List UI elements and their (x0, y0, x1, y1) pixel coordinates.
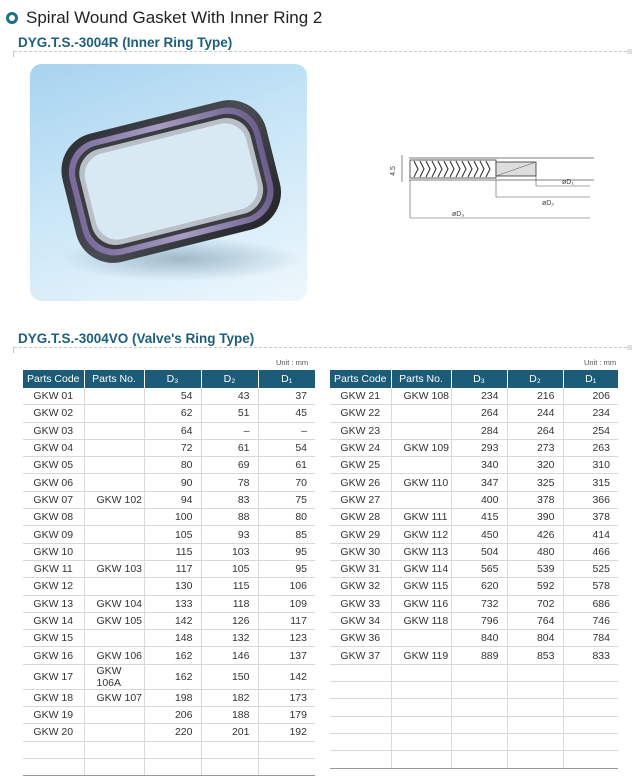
cell-d3: 62 (144, 405, 201, 422)
cell-parts-no (391, 491, 451, 508)
table-row (23, 630, 315, 647)
cell-d3: 90 (144, 474, 201, 491)
cell-parts-no (391, 682, 451, 699)
cell-d2: 103 (201, 543, 258, 560)
cell-parts-no: GKW 115 (391, 578, 451, 595)
table-row (23, 457, 315, 474)
cell-d1: 315 (563, 474, 618, 491)
cell-parts-no: GKW 116 (391, 595, 451, 612)
cell-d3: 400 (451, 491, 507, 508)
table-row (330, 543, 618, 560)
cell-parts-no (391, 630, 451, 647)
unit-label-right: Unit : mm (584, 358, 617, 367)
column-header-d2: D₂ (201, 370, 258, 388)
table-row (330, 422, 618, 439)
cell-d3: 133 (144, 595, 201, 612)
cell-d2: 188 (201, 707, 258, 724)
cell-d1: 578 (563, 578, 618, 595)
table-header-row (23, 370, 315, 388)
table-row (23, 647, 315, 664)
cell-parts-no (391, 716, 451, 733)
cell-parts-no (391, 664, 451, 681)
cell-d1: 95 (258, 560, 315, 577)
page-title: Spiral Wound Gasket With Inner Ring 2 (26, 8, 323, 27)
cell-d1: 310 (563, 457, 618, 474)
unit-label-left: Unit : mm (276, 358, 309, 367)
cell-parts-no (84, 707, 144, 724)
cell-parts-no: GKW 103 (84, 560, 144, 577)
table-row (23, 664, 315, 689)
table-row (23, 509, 315, 526)
cell-d2: 69 (201, 457, 258, 474)
table-header-row (330, 370, 618, 388)
cell-d2: 702 (507, 595, 563, 612)
table-row (23, 422, 315, 439)
cell-d3: 264 (451, 405, 507, 422)
cell-parts-code: GKW 15 (23, 630, 84, 647)
cell-d3: 80 (144, 457, 201, 474)
cell-parts-no (84, 526, 144, 543)
cell-parts-no (391, 405, 451, 422)
cell-d2 (507, 716, 563, 733)
table-row (23, 689, 315, 706)
cell-parts-code: GKW 05 (23, 457, 84, 474)
table-row (330, 439, 618, 456)
parts-table-left (23, 370, 315, 776)
cell-d1: 37 (258, 388, 315, 405)
cell-d1 (563, 733, 618, 750)
table-row (330, 491, 618, 508)
gasket-ring-illustration (30, 64, 307, 301)
cell-d1: 61 (258, 457, 315, 474)
cell-parts-code (330, 733, 391, 750)
cell-parts-no: GKW 106 (84, 647, 144, 664)
cell-d3: 64 (144, 422, 201, 439)
parts-table-right (330, 370, 618, 769)
cell-d3: 284 (451, 422, 507, 439)
cell-d2: 150 (201, 664, 258, 689)
table-row (330, 647, 618, 664)
column-header-d3: D₃ (144, 370, 201, 388)
cell-d1: 179 (258, 707, 315, 724)
gasket-photo (30, 64, 307, 301)
table-row (23, 595, 315, 612)
cell-d2: 61 (201, 439, 258, 456)
table-row (330, 457, 618, 474)
table-row (330, 509, 618, 526)
cell-parts-code: GKW 01 (23, 388, 84, 405)
cell-d3: 162 (144, 664, 201, 689)
cell-parts-no (84, 422, 144, 439)
cell-d3: 504 (451, 543, 507, 560)
table-row (23, 612, 315, 629)
table-row (23, 474, 315, 491)
cell-d1 (563, 699, 618, 716)
cell-parts-code: GKW 33 (330, 595, 391, 612)
cell-d3: 450 (451, 526, 507, 543)
cell-d3 (451, 733, 507, 750)
thickness-label: 4.5 (390, 166, 397, 176)
cell-d1: 833 (563, 647, 618, 664)
cell-d3: 796 (451, 612, 507, 629)
cell-parts-code: GKW 22 (330, 405, 391, 422)
cell-d3 (451, 716, 507, 733)
cell-d2: 126 (201, 612, 258, 629)
cell-d3: 72 (144, 439, 201, 456)
column-header-d1: D₁ (258, 370, 315, 388)
column-header-parts-code: Parts Code (330, 370, 391, 388)
cell-parts-no: GKW 109 (391, 439, 451, 456)
cell-parts-code: GKW 21 (330, 388, 391, 405)
cell-d1: 263 (563, 439, 618, 456)
cell-d3: 115 (144, 543, 201, 560)
cell-parts-no: GKW 113 (391, 543, 451, 560)
cell-d2: 390 (507, 509, 563, 526)
cell-d1: 254 (563, 422, 618, 439)
cell-d2: 93 (201, 526, 258, 543)
cell-parts-code: GKW 26 (330, 474, 391, 491)
cell-parts-code (330, 699, 391, 716)
cell-d1 (563, 751, 618, 768)
cell-d2: 378 (507, 491, 563, 508)
cell-parts-no (391, 751, 451, 768)
cell-d2: 764 (507, 612, 563, 629)
cell-d1: 686 (563, 595, 618, 612)
cell-parts-no (391, 733, 451, 750)
cell-parts-no (391, 422, 451, 439)
cell-d3 (451, 682, 507, 699)
cell-d3: 293 (451, 439, 507, 456)
cell-parts-code (330, 664, 391, 681)
table-row (330, 405, 618, 422)
cell-d2: 105 (201, 560, 258, 577)
cell-parts-code: GKW 28 (330, 509, 391, 526)
cell-d1: 192 (258, 724, 315, 741)
table-row (23, 741, 315, 758)
cell-parts-code (23, 741, 84, 758)
cell-d2: 88 (201, 509, 258, 526)
cell-d3: 415 (451, 509, 507, 526)
cell-parts-code: GKW 23 (330, 422, 391, 439)
cell-d2 (507, 699, 563, 716)
cell-d2: 115 (201, 578, 258, 595)
cross-section-drawing (362, 150, 594, 228)
cell-d1: 85 (258, 526, 315, 543)
page-header (6, 6, 322, 30)
cell-d3: 142 (144, 612, 201, 629)
cell-parts-code: GKW 25 (330, 457, 391, 474)
cell-d2: 273 (507, 439, 563, 456)
cell-parts-no: GKW 112 (391, 526, 451, 543)
cell-parts-code: GKW 36 (330, 630, 391, 647)
cell-parts-no: GKW 105 (84, 612, 144, 629)
cell-parts-no (84, 439, 144, 456)
cell-d1 (258, 758, 315, 775)
cell-d2 (201, 758, 258, 775)
table-row (330, 474, 618, 491)
cell-parts-code: GKW 14 (23, 612, 84, 629)
cell-d2: 51 (201, 405, 258, 422)
cell-d1: 142 (258, 664, 315, 689)
d3-label: øD₃ (452, 211, 465, 218)
cell-parts-code: GKW 06 (23, 474, 84, 491)
cell-parts-no (391, 699, 451, 716)
cell-d1: 80 (258, 509, 315, 526)
cell-d2: 325 (507, 474, 563, 491)
cell-parts-code: GKW 29 (330, 526, 391, 543)
cell-d1: 70 (258, 474, 315, 491)
cell-parts-no (84, 457, 144, 474)
cell-d2: 539 (507, 560, 563, 577)
cell-parts-code: GKW 12 (23, 578, 84, 595)
cell-d2 (507, 733, 563, 750)
cell-d2: 43 (201, 388, 258, 405)
table-row (23, 526, 315, 543)
cell-parts-no (84, 758, 144, 775)
cell-d2: 264 (507, 422, 563, 439)
cell-d2 (507, 664, 563, 681)
cell-d1: 137 (258, 647, 315, 664)
cell-parts-code: GKW 20 (23, 724, 84, 741)
cell-d1: 173 (258, 689, 315, 706)
cell-d1: 378 (563, 509, 618, 526)
cell-d1: 75 (258, 491, 315, 508)
cell-d3: 340 (451, 457, 507, 474)
cell-d1: 54 (258, 439, 315, 456)
table-row (23, 758, 315, 775)
d2-label: øD₂ (542, 200, 555, 207)
cell-parts-no (84, 630, 144, 647)
cell-d3: 234 (451, 388, 507, 405)
cell-parts-no: GKW 108 (391, 388, 451, 405)
table-row (23, 388, 315, 405)
cell-parts-no: GKW 119 (391, 647, 451, 664)
cell-parts-code: GKW 08 (23, 509, 84, 526)
cell-d3: 732 (451, 595, 507, 612)
cell-d1: 117 (258, 612, 315, 629)
cell-parts-no: GKW 106A (84, 664, 144, 689)
cell-d1: 123 (258, 630, 315, 647)
cell-d2 (507, 751, 563, 768)
cell-parts-code (23, 758, 84, 775)
cell-parts-no (84, 724, 144, 741)
cell-d3: 220 (144, 724, 201, 741)
cell-d2: 182 (201, 689, 258, 706)
cell-parts-no (84, 543, 144, 560)
cell-d2: 804 (507, 630, 563, 647)
d1-label: øD₁ (562, 179, 574, 186)
cell-d3: 840 (451, 630, 507, 647)
section-title-inner-ring: DYG.T.S.-3004R (Inner Ring Type) (18, 35, 233, 50)
cell-d1: 45 (258, 405, 315, 422)
cell-parts-code: GKW 17 (23, 664, 84, 689)
section-divider (14, 51, 632, 52)
cell-parts-no: GKW 114 (391, 560, 451, 577)
cell-d1 (258, 741, 315, 758)
cell-d2: 216 (507, 388, 563, 405)
cell-d2: 132 (201, 630, 258, 647)
cell-d3: 94 (144, 491, 201, 508)
table-row (330, 664, 618, 681)
cell-d3 (451, 664, 507, 681)
cell-d1 (563, 664, 618, 681)
cell-parts-code: GKW 03 (23, 422, 84, 439)
circle-bullet-icon (6, 12, 18, 24)
cell-d2: 480 (507, 543, 563, 560)
table-row (330, 388, 618, 405)
cell-parts-code: GKW 16 (23, 647, 84, 664)
cell-parts-code (330, 716, 391, 733)
cell-parts-no (84, 741, 144, 758)
cell-d2: 320 (507, 457, 563, 474)
cell-d1 (563, 716, 618, 733)
column-header-d1: D₁ (563, 370, 618, 388)
table-row (330, 733, 618, 750)
cell-parts-no: GKW 118 (391, 612, 451, 629)
cell-parts-no (84, 509, 144, 526)
cell-d2: 244 (507, 405, 563, 422)
cell-parts-code: GKW 09 (23, 526, 84, 543)
cell-parts-no: GKW 107 (84, 689, 144, 706)
cell-d1: 784 (563, 630, 618, 647)
cell-d2 (507, 682, 563, 699)
section-divider (14, 347, 632, 348)
cell-d1: 106 (258, 578, 315, 595)
cell-d2: 201 (201, 724, 258, 741)
cell-parts-code: GKW 32 (330, 578, 391, 595)
cell-parts-code: GKW 19 (23, 707, 84, 724)
cell-d3: 206 (144, 707, 201, 724)
cell-d2: 426 (507, 526, 563, 543)
cell-parts-code: GKW 24 (330, 439, 391, 456)
table-row (23, 707, 315, 724)
cell-d1: 206 (563, 388, 618, 405)
cell-parts-no: GKW 104 (84, 595, 144, 612)
cell-d3: 54 (144, 388, 201, 405)
cell-d1: 746 (563, 612, 618, 629)
cell-parts-code: GKW 02 (23, 405, 84, 422)
cell-d3: 130 (144, 578, 201, 595)
cell-d2: – (201, 422, 258, 439)
cell-parts-no: GKW 102 (84, 491, 144, 508)
cell-d3 (144, 758, 201, 775)
cell-d2: 853 (507, 647, 563, 664)
cell-d3: 889 (451, 647, 507, 664)
cell-parts-code: GKW 37 (330, 647, 391, 664)
cell-d1: 525 (563, 560, 618, 577)
cell-parts-no: GKW 111 (391, 509, 451, 526)
table-row (23, 439, 315, 456)
cell-parts-code: GKW 18 (23, 689, 84, 706)
cell-d3: 162 (144, 647, 201, 664)
cell-parts-code (330, 682, 391, 699)
cell-parts-code: GKW 31 (330, 560, 391, 577)
cell-parts-code: GKW 13 (23, 595, 84, 612)
table-row (23, 560, 315, 577)
table-row (23, 543, 315, 560)
cell-parts-code: GKW 07 (23, 491, 84, 508)
table-row (330, 751, 618, 768)
cell-d1: 95 (258, 543, 315, 560)
cell-d1: 109 (258, 595, 315, 612)
table-row (330, 612, 618, 629)
cell-parts-code: GKW 11 (23, 560, 84, 577)
cell-d1: – (258, 422, 315, 439)
cell-d3: 347 (451, 474, 507, 491)
table-row (330, 526, 618, 543)
column-header-d3: D₃ (451, 370, 507, 388)
cell-d3 (451, 699, 507, 716)
cell-d2: 118 (201, 595, 258, 612)
cell-parts-code (330, 751, 391, 768)
column-header-d2: D₂ (507, 370, 563, 388)
table-row (330, 595, 618, 612)
table-row (330, 716, 618, 733)
cell-d3: 198 (144, 689, 201, 706)
cell-parts-code: GKW 10 (23, 543, 84, 560)
cell-d3: 117 (144, 560, 201, 577)
cell-parts-code: GKW 04 (23, 439, 84, 456)
cell-parts-code: GKW 34 (330, 612, 391, 629)
cell-d3: 105 (144, 526, 201, 543)
cell-d1: 366 (563, 491, 618, 508)
table-row (330, 699, 618, 716)
cell-d2: 146 (201, 647, 258, 664)
cell-d3: 148 (144, 630, 201, 647)
cell-parts-no (84, 578, 144, 595)
column-header-parts-no: Parts No. (391, 370, 451, 388)
cell-d3: 565 (451, 560, 507, 577)
cell-d3 (144, 741, 201, 758)
column-header-parts-no: Parts No. (84, 370, 144, 388)
cell-parts-code: GKW 27 (330, 491, 391, 508)
cell-d2: 83 (201, 491, 258, 508)
cell-parts-no (84, 405, 144, 422)
table-row (330, 578, 618, 595)
cell-d3 (451, 751, 507, 768)
section-title-valves-ring: DYG.T.S.-3004VO (Valve's Ring Type) (18, 331, 255, 346)
cell-d2 (201, 741, 258, 758)
cell-d3: 100 (144, 509, 201, 526)
table-row (23, 491, 315, 508)
cell-d2: 592 (507, 578, 563, 595)
cell-parts-code: GKW 30 (330, 543, 391, 560)
table-row (23, 578, 315, 595)
cell-d1: 234 (563, 405, 618, 422)
table-row (330, 682, 618, 699)
cell-parts-no (84, 388, 144, 405)
cell-d3: 620 (451, 578, 507, 595)
cell-d1: 414 (563, 526, 618, 543)
cell-parts-no (84, 474, 144, 491)
cell-d2: 78 (201, 474, 258, 491)
cell-d1: 466 (563, 543, 618, 560)
column-header-parts-code: Parts Code (23, 370, 84, 388)
cell-parts-no (391, 457, 451, 474)
table-row (23, 405, 315, 422)
table-row (330, 560, 618, 577)
cell-parts-no: GKW 110 (391, 474, 451, 491)
table-row (23, 724, 315, 741)
table-row (330, 630, 618, 647)
cell-d1 (563, 682, 618, 699)
